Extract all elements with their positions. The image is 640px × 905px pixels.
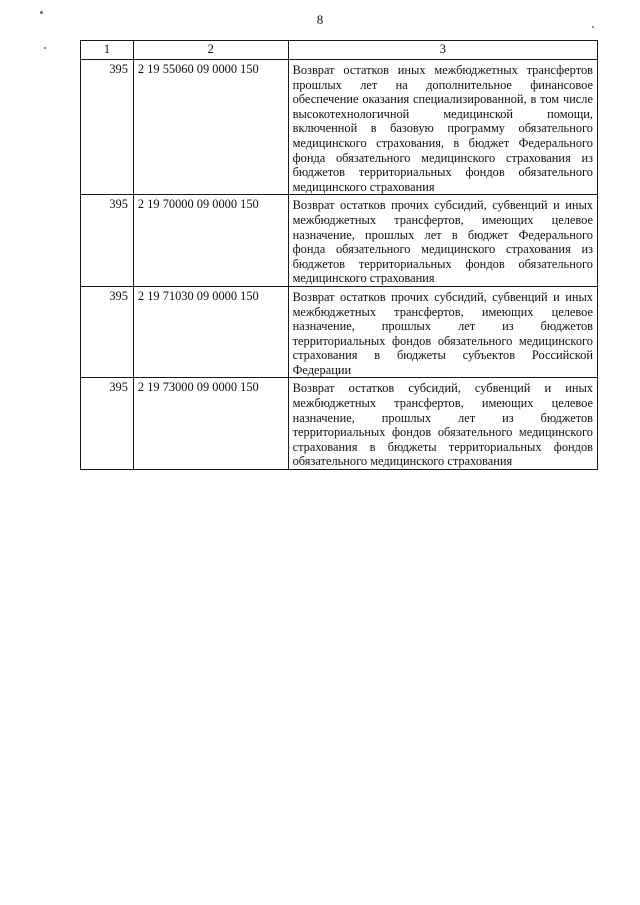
header-column-2: 2: [133, 41, 288, 60]
admin-code-cell: 395: [81, 378, 134, 470]
table-row: [81, 195, 598, 287]
scan-speck: [44, 47, 46, 49]
budget-code-cell: 2 19 55060 09 0000 150: [133, 60, 288, 195]
page-number: 8: [316, 12, 324, 27]
admin-code-cell: 395: [81, 195, 134, 287]
budget-code-cell: 2 19 73000 09 0000 150: [133, 378, 288, 470]
scan-speck: [40, 11, 43, 14]
table-header-row: [81, 41, 598, 60]
income-name-cell: Возврат остатков прочих субсидий, субвенций и иных межбюджетных трансфертов, имеющих целевое назначение, прошлых лет из бюджетов территориальных фондов обязательного медицинского страхования в бюджеты субъектов Российской Федерации: [288, 286, 597, 378]
table-row: [81, 60, 598, 195]
admin-code-cell: 395: [81, 286, 134, 378]
budget-code-cell: 2 19 71030 09 0000 150: [133, 286, 288, 378]
income-name-cell: Возврат остатков прочих субсидий, субвенций и иных межбюджетных трансфертов, имеющих целевое назначение, прошлых лет в бюджет Федерального фонда обязательного медицинского страхования из бюджетов территориальных фондов обязательного медицинского страхования: [288, 195, 597, 287]
table-row: [81, 286, 598, 378]
admin-code-cell: 395: [81, 60, 134, 195]
income-name-cell: Возврат остатков субсидий, субвенций и иных межбюджетных трансфертов, имеющих целевое назначение, прошлых лет из бюджетов территориальных фондов обязательного медицинского страхования в бюджеты территориальных фондов обязательного медицинского страхования: [288, 378, 597, 470]
header-column-3: 3: [288, 41, 597, 60]
header-column-1: 1: [81, 41, 134, 60]
table-row: [81, 378, 598, 470]
budget-classification-table: [80, 40, 598, 470]
income-name-cell: Возврат остатков иных межбюджетных трансфертов прошлых лет на дополнительное финансовое обеспечение оказания специализированной, в том числе высокотехнологичной медицинской помощи, включенной в базовую программу обязательного медицинского страхования, в бюджет Федерального фонда обязательного медицинского страхования из бюджетов территориальных фондов обязательного медицинского страхования: [288, 60, 597, 195]
budget-code-cell: 2 19 70000 09 0000 150: [133, 195, 288, 287]
scan-speck: [592, 26, 594, 28]
